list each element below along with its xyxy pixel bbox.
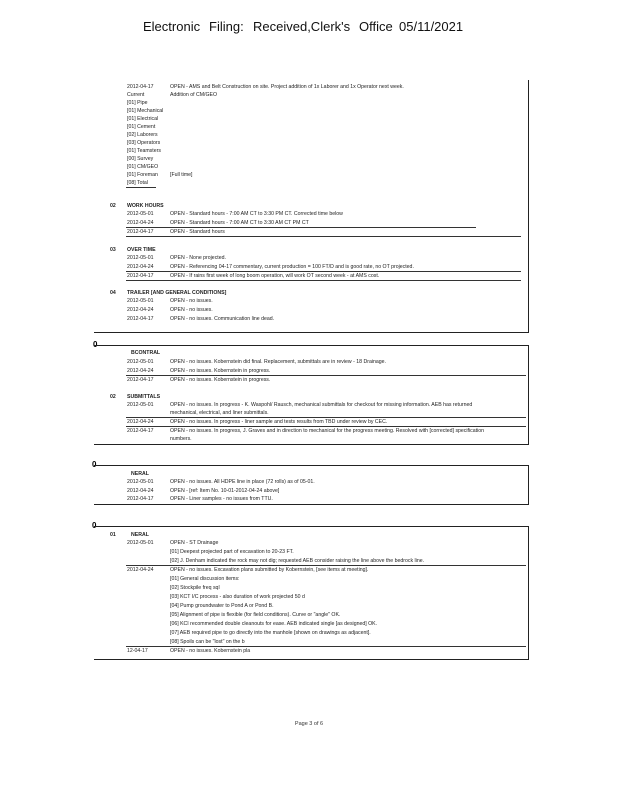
entry-text: [02] J. Denham indicated the rock may not dig; requested AEB consider raising the line above the bedrock line.	[170, 558, 425, 564]
crew-item: [01] Teamsters	[127, 148, 161, 154]
entry-text: OPEN - no issues. Excavation plans submitted by Kobernstein, [see items at meeting].	[170, 567, 369, 573]
entry-text: [07] AEB required pipe to go directly into the manhole [shown on drawings as adjacent].	[170, 630, 371, 636]
entry-text-cont: numbers.	[170, 436, 192, 442]
entry-text: OPEN - Standard hours	[170, 229, 225, 235]
entry-text: OPEN - no issues. In progress - liner sample and tests results from TBD under review by CEC.	[170, 419, 388, 425]
section-title: OVER TIME	[127, 247, 156, 253]
scan-fragment: 0	[92, 521, 97, 530]
entry-text: OPEN - Liner samples - no issues from TTU.	[170, 496, 273, 502]
entry-text: [04] Pump groundwater to Pond A or Pond B.	[170, 603, 274, 609]
entry-date: 2012-04-24	[127, 307, 154, 313]
entry-date: 2012-04-17	[127, 229, 154, 235]
entry-text: OPEN - no issues.	[170, 307, 213, 313]
section-number: 02	[110, 394, 116, 400]
section-number: 04	[110, 290, 116, 296]
entry-text: [08] Spoils can be "lost" on the b	[170, 639, 245, 645]
crew-item: [00] Survey	[127, 156, 154, 162]
section-number: 02	[110, 203, 116, 209]
crew-item: [03] Operators	[127, 140, 161, 146]
section-title: SUBMITTALS	[127, 394, 161, 400]
row-rule	[126, 271, 521, 272]
section-number: 01	[110, 532, 116, 538]
crew-item: [01] CM/GEO	[127, 164, 159, 170]
crew-item: [08] Total	[127, 180, 148, 186]
entry-date: 2012-04-24	[127, 368, 154, 374]
entry-text: [06] KCI recommended double cleanouts for ease. AEB indicated single [as designed] OK.	[170, 621, 378, 627]
header-word: Office	[359, 19, 393, 34]
header-word: Received,Clerk's	[253, 19, 351, 34]
entry-text: OPEN - AMS and Belt Construction on site. Project addition of 1x Laborer and 1x Operator next week.	[170, 84, 404, 90]
entry-text: OPEN - Referencing 04-17 commentary, current production = 100 FT/D and is good rate, no OT projected.	[170, 264, 414, 270]
entry-date: 2012-05-01	[127, 359, 154, 365]
scan-fragment: 0	[93, 340, 98, 349]
entry-date: 2012-04-24	[127, 419, 154, 425]
foreman-note: [Full time]	[170, 172, 193, 178]
entry-text: OPEN - None projected.	[170, 255, 226, 261]
scan-box-4	[94, 526, 529, 660]
entry-text: OPEN - no issues. Kobernstein in progress.	[170, 377, 271, 383]
entry-text: [05] Alignment of pipe is flexible (for field conditions). Curve or "angle" OK.	[170, 612, 341, 618]
crew-item: [01] Mechanical	[127, 108, 164, 114]
row-rule	[126, 280, 521, 281]
section-title: TRAILER [AND GENERAL CONDITIONS]	[127, 290, 227, 296]
entry-date: 2012-04-24	[127, 488, 154, 494]
header-word: Electronic	[143, 19, 201, 34]
entry-text: OPEN - Standard hours - 7:00 AM CT to 3:30 PM CT. Corrected time below	[170, 211, 343, 217]
section-title: NERAL	[131, 471, 149, 477]
entry-date: 2012-05-01	[127, 211, 154, 217]
entry-text: OPEN - no issues. Kobernstein in progress.	[170, 368, 271, 374]
crew-item: [01] Electrical	[127, 116, 159, 122]
entry-text: OPEN - no issues. All HDPE line in place (72 rolls) as of 05-01.	[170, 479, 315, 485]
row-rule	[126, 417, 526, 418]
entry-date: 2012-05-01	[127, 255, 154, 261]
filing-header	[0, 19, 618, 37]
crew-item: [01] Pipe	[127, 100, 148, 106]
row-rule	[126, 227, 476, 228]
header-word: Filing:	[209, 19, 244, 34]
entry-text: OPEN - no issues. In progress, J. Graves and in direction to mechanical for the progress meeting. Resolved with [corrected] specification	[170, 428, 484, 434]
crew-item: [02] Laborers	[127, 132, 158, 138]
scan-fragment: 0	[92, 460, 97, 469]
entry-text-cont: mechanical, electrical, and liner submittals.	[170, 410, 269, 416]
crew-item: [01] Foreman	[127, 172, 158, 178]
current-note: Addition of CM/GEO	[170, 92, 217, 98]
entry-text: OPEN - Standard hours - 7:00 AM CT to 3:30 AM CT PM CT	[170, 220, 309, 226]
row-rule	[126, 646, 526, 647]
entry-date: 2012-04-24	[127, 220, 154, 226]
entry-text: [01] General discussion items:	[170, 576, 240, 582]
current-label: Current	[127, 92, 145, 98]
entry-date: 2012-05-01	[127, 479, 154, 485]
entry-text: OPEN - no issues. Communication line dead.	[170, 316, 275, 322]
entry-date: 2012-05-01	[127, 402, 154, 408]
entry-date: 2012-04-24	[127, 567, 154, 573]
entry-date: 2012-04-17	[127, 273, 154, 279]
entry-text: OPEN - no issues. In progress - K. Waspohl/ Rausch, mechanical submittals for checkout for missing information. AEB has returned	[170, 402, 473, 408]
row-rule	[126, 426, 526, 427]
entry-date: 2012-05-01	[127, 298, 154, 304]
entry-text: OPEN - no issues.	[170, 298, 213, 304]
entry-date: 2012-04-17	[127, 377, 154, 383]
entry-date: 2012-04-17	[127, 496, 154, 502]
entry-text: OPEN - no issues. Kobernstein did final. Replacement, submittals are in review - 18 Drainage.	[170, 359, 386, 365]
entry-text: OPEN - [ref: Item No. 10-01-2012-04-24 above]	[170, 488, 280, 494]
entry-text: OPEN - ST Drainage	[170, 540, 219, 546]
section-title: WORK HOURS	[127, 203, 164, 209]
header-word: 05/11/2021	[399, 19, 464, 34]
entry-text: [02] Stockpile freq sql	[170, 585, 220, 591]
row-rule	[126, 375, 526, 376]
entry-text: OPEN - If rains first week of long boom operation, will work OT second week - at AMS cost.	[170, 273, 380, 279]
page-number: Page 3 of 6	[294, 721, 324, 727]
entry-text: [01] Deepest projected part of excavation to 20-23 FT.	[170, 549, 294, 555]
section-number: 03	[110, 247, 116, 253]
crew-item: [01] Cement	[127, 124, 156, 130]
entry-text: [03] KCT I/C process - also duration of work projected 50 d	[170, 594, 305, 600]
entry-date: 12-04-17	[127, 648, 148, 654]
row-rule	[126, 236, 521, 237]
entry-text: OPEN - no issues. Kobernstein pla	[170, 648, 251, 654]
total-underline	[126, 187, 156, 188]
section-title: NERAL	[131, 532, 149, 538]
entry-date: 2012-05-01	[127, 540, 154, 546]
entry-date: 2012-04-17	[127, 316, 154, 322]
row-rule	[126, 565, 526, 566]
section-title: BCONTRAL	[131, 350, 161, 356]
entry-date: 2012-04-24	[127, 264, 154, 270]
entry-date: 2012-04-17	[127, 428, 154, 434]
entry-date: 2012-04-17	[127, 84, 154, 90]
